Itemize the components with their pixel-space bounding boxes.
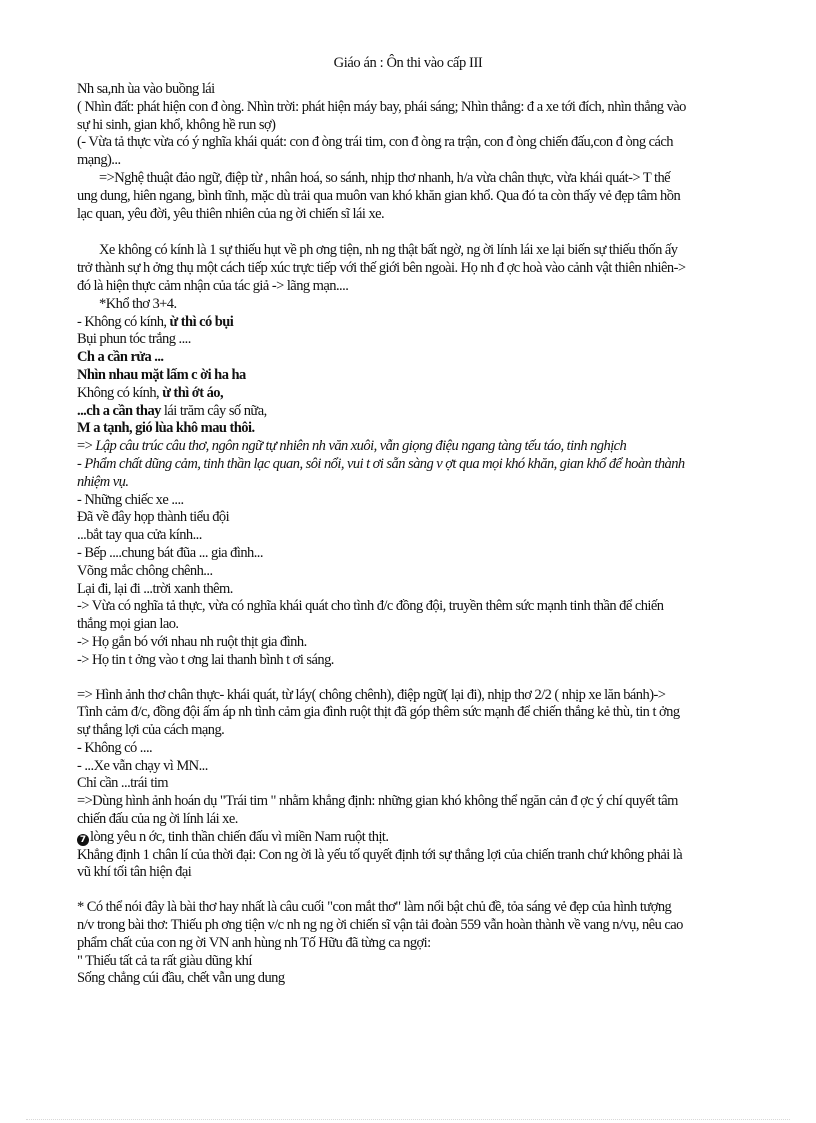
bullet-text: lòng yêu n ớc, tinh thần chiến đấu vì miền Nam ruột thịt. — [90, 828, 389, 845]
poem-line: - ...Xe vẫn chạy vì MN... — [77, 757, 208, 774]
poem-line: Sống chẳng cúi đầu, chết vẫn ung dung — [77, 970, 285, 987]
poem-line: Chỉ cần ...trái tim — [77, 775, 169, 792]
poem-line-bold: Ch a cần rửa ... — [77, 349, 164, 366]
poem-line: - Bếp ....chung bát đũa ... gia đình... — [77, 544, 263, 561]
poem-line: Lại đi, lại đi ...trời xanh thêm. — [77, 580, 233, 597]
section-heading: *Khổ thơ 3+4. — [99, 295, 177, 312]
poem-line — [77, 385, 689, 403]
poem-line-bold: Nhìn nhau mặt lấm c ời ha ha — [77, 366, 246, 383]
poem-line: " Thiếu tất cả ta rất giàu dũng khí — [77, 952, 252, 969]
paragraph: (- Vừa tả thực vừa có ý nghĩa khái quát: con đ òng trái tim, con đ òng ra trận, con đ òng chiến đấu,con đ òng cách mạng)... — [77, 134, 674, 169]
paragraph: => Hình ảnh thơ chân thực- khái quát, từ láy( chông chênh), điệp ngữ( lại đi), nhịp thơ 2/2 ( nhịp xe lăn bánh)-> Tình cảm đ/c, đồng đội ấm áp nh tình cảm gia đình ruột thịt đã góp thêm sức mạnh để chiến thắng kẻ thù, tin t ởng sự thắng lợi của cách mạng. — [77, 686, 680, 739]
poem-line: Bụi phun tóc trắng .... — [77, 331, 191, 348]
paragraph: =>Dùng hình ảnh hoán dụ "Trái tim " nhằm khẳng định: những gian khó không thể ngăn cản đ ợc ý chí quyết tâm chiến đấu của ng ời lính lái xe. — [77, 793, 678, 828]
poem-line: ...bắt tay qua cửa kính... — [77, 527, 202, 544]
paragraph: -> Họ tin t ởng vào t ơng lai thanh bình t ơi sáng. — [77, 651, 334, 668]
paragraph: =>Nghệ thuật đảo ngữ, điệp từ , nhân hoá, so sánh, nhịp thơ nhanh, h/a vừa chân thực, vừa khái quát-> T thế ung dung, hiên ngang, bình tĩnh, mặc dù trải qua muôn van khó khăn gian khổ. Qua đó ta còn thấy vẻ đẹp tâm hồn lạc quan, yêu đời, yêu thiên nhiên của ng ời chiến sĩ lái xe. — [77, 169, 681, 222]
poem-line: - Những chiếc xe .... — [77, 491, 184, 508]
arrow-text: => — [77, 438, 96, 455]
poem-line — [77, 314, 689, 332]
page-bottom-divider — [26, 1119, 790, 1120]
numbered-circle-icon: 7 — [77, 834, 89, 846]
paragraph-italic: - Phẩm chất dũng cảm, tinh thần lạc quan, sôi nổi, vui t ơi sẵn sàng v ợt qua mọi khó khăn, gian khổ để hoàn thành nhiệm vụ. — [77, 455, 685, 490]
page-header: Giáo án : Ôn thi vào cấp III — [333, 55, 483, 71]
paragraph: Nh sa,nh ùa vào buồng lái — [77, 81, 215, 97]
poem-line: Võng mắc chông chênh... — [77, 562, 213, 579]
poem-text-bold: ừ thì ớt áo, — [162, 384, 224, 401]
paragraph: -> Họ gắn bó với nhau nh ruột thịt gia đình. — [77, 633, 307, 650]
spacer — [77, 223, 689, 242]
paragraph: * Có thể nói đây là bài thơ hay nhất là câu cuối "con mắt thơ" làm nổi bật chủ đề, tỏa sáng vẻ đẹp của hình tượng n/v trong bài thơ: Thiếu ph ơng tiện v/c nh ng ng ời chiến sĩ vận tải đoàn 559 vẫn hoàn thành về vang n/vụ, nêu cao phẩm chất của con ng ời VN anh hùng nh Tố Hữu đã từng ca ngợi: — [77, 899, 683, 951]
paragraph: ( Nhìn đất: phát hiện con đ òng. Nhìn trời: phát hiện máy bay, phái sáng; Nhìn thẳng: đ a xe tới đích, nhìn thẳng vào sự hi sinh, gian khổ, không hề run sợ) — [77, 98, 686, 133]
poem-text-bold: ...ch a cần thay — [77, 402, 164, 419]
paragraph — [77, 829, 689, 847]
paragraph: Khẳng định 1 chân lí của thời đại: Con ng ời là yếu tố quyết định tới sự thắng lợi của chiến tranh chứ không phải là vũ khí tối tân hiện đại — [77, 846, 683, 881]
poem-line: Đã về đây họp thành tiểu đội — [77, 509, 230, 526]
poem-line: - Không có .... — [77, 739, 153, 756]
document-body — [77, 81, 689, 988]
poem-text: Không có kính, — [77, 384, 163, 401]
poem-text: lái trăm cây số nữa, — [163, 402, 267, 419]
italic-text: Lập câu trúc câu thơ, ngôn ngữ tự nhiên nh văn xuôi, vẫn giọng điệu ngang tàng tếu táo, tinh nghịch — [95, 438, 627, 455]
poem-text-bold: ừ thì có bụi — [169, 313, 234, 330]
poem-line-bold: M a tạnh, gió lùa khô mau thôi. — [77, 420, 255, 437]
paragraph: -> Vừa có nghĩa tả thực, vừa có nghĩa khái quát cho tình đ/c đồng đội, truyền thêm sức mạnh tinh thần để chiến thắng mọi gian lao. — [77, 598, 664, 633]
paragraph — [77, 438, 689, 456]
spacer — [77, 670, 689, 687]
poem-line — [77, 403, 689, 421]
spacer — [77, 882, 689, 899]
paragraph: Xe không có kính là 1 sự thiếu hụt về ph ơng tiện, nh ng thật bất ngờ, ng ời lính lái xe lại biến sự thiếu thốn ấy trở thành sự h ởng thụ một cách tiếp xúc trực tiếp với thế giới bên ngoài. Họ nh đ ợc hoà vào cảnh vật thiên nhiên-> đó là hiện thực cảm nhận của tác giả -> lãng mạn.... — [77, 242, 686, 294]
poem-text: - Không có kính, — [77, 313, 170, 330]
